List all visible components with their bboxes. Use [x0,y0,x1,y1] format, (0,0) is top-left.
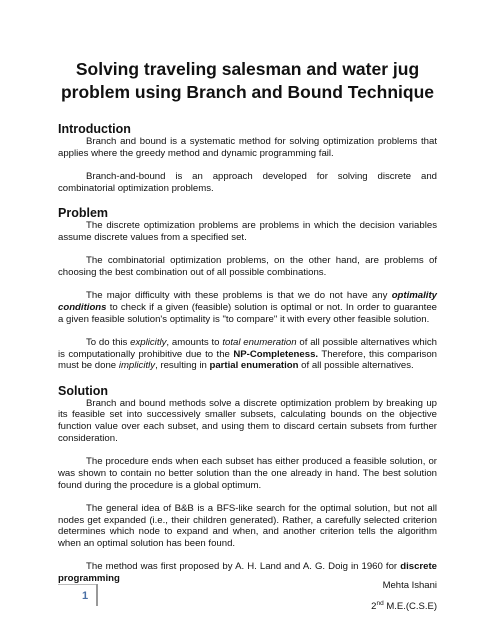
problem-heading: Problem [58,205,109,220]
introduction-paragraph-2: Branch-and-bound is an approach developed for solving discrete and combinatorial optimization problems. [58,170,437,194]
text-run: , resulting in [155,360,210,372]
optimality-conditions-emphasis: optimality conditions [58,289,437,313]
document-title [30,58,465,104]
solution-paragraph-2: The procedure ends when each subset has either produced a feasible solution, or was shown to contain no better solution than the one already in hand. The best solution found during the procedure is a global optimum. [58,456,437,491]
introduction-heading: Introduction [58,122,131,136]
title-line-2: problem using Branch and Bound Technique [60,82,435,102]
text-run: of all possible alternatives. [298,360,414,372]
problem-paragraph-3 [58,290,437,325]
degree-ordinal: nd [376,600,384,607]
text-run: The method was first proposed by A. H. Land and A. G. Doig in 1960 for [86,561,401,573]
discrete-programming-emphasis: discrete programming [58,561,437,585]
text-run: The major difficulty with these problems is that we do not have any [86,289,392,301]
text-run: Therefore, this comparison must be done [58,348,438,372]
page-number: 1 [82,590,89,602]
np-completeness-emphasis: NP-Completeness. [233,348,319,360]
solution-heading: Solution [58,383,108,398]
text-run: of all possible alternatives which is computationally prohibitive due to the [58,336,438,360]
text-run: To do this [86,336,131,348]
solution-paragraph-1: Branch and bound methods solve a discrete optimization problem by breaking up its feasible set into successively smaller subsets, calculating bounds on the objective function value over each subset, and using them to discard certain subsets from further consideration. [58,397,437,444]
solution-paragraph-4 [58,561,437,585]
problem-paragraph-4 [58,337,437,372]
problem-paragraph-2: The combinatorial optimization problems, on the other hand, are problems of choosing the best combination out of all possible combinations. [58,254,437,278]
solution-paragraph-3: The general idea of B&B is a BFS-like search for the optimal solution, but not all nodes get expanded (i.e., their children generated). Rather, a carefully selected criterion determines which node to expand and when, and another criterion tells the algorithm when an optimal solution has been found. [58,502,437,550]
implicitly-emphasis: implicitly [118,360,156,372]
text-run: , amounts to [166,336,223,348]
introduction-paragraph-1: Branch and bound is a systematic method for solving optimization problems that applies where the greedy method and dynamic programming fail. [58,136,437,159]
degree-name: M.E.(C.S.E) [383,601,437,613]
partial-enumeration-emphasis: partial enumeration [209,360,299,372]
degree-number: 2 [371,601,377,613]
footer-rule-horizontal [58,584,96,585]
title-line-1: Solving traveling salesman and water jug [75,59,420,79]
document-body [58,122,437,585]
footer-author: Mehta Ishani [382,580,437,591]
problem-paragraph-1: The discrete optimization problems are problems in which the decision variables assume discrete values from a specified set. [58,219,437,243]
explicitly-emphasis: explicitly [130,336,167,348]
text-run: to check if a given (feasible) solution is optimal or not. In order to guarantee a given feasible solution's optimality is "to compare" it with every other feasible solution. [58,301,437,325]
total-enumeration-emphasis: total enumeration [222,336,297,348]
footer-degree [371,600,437,612]
footer-rule-vertical [96,584,98,606]
